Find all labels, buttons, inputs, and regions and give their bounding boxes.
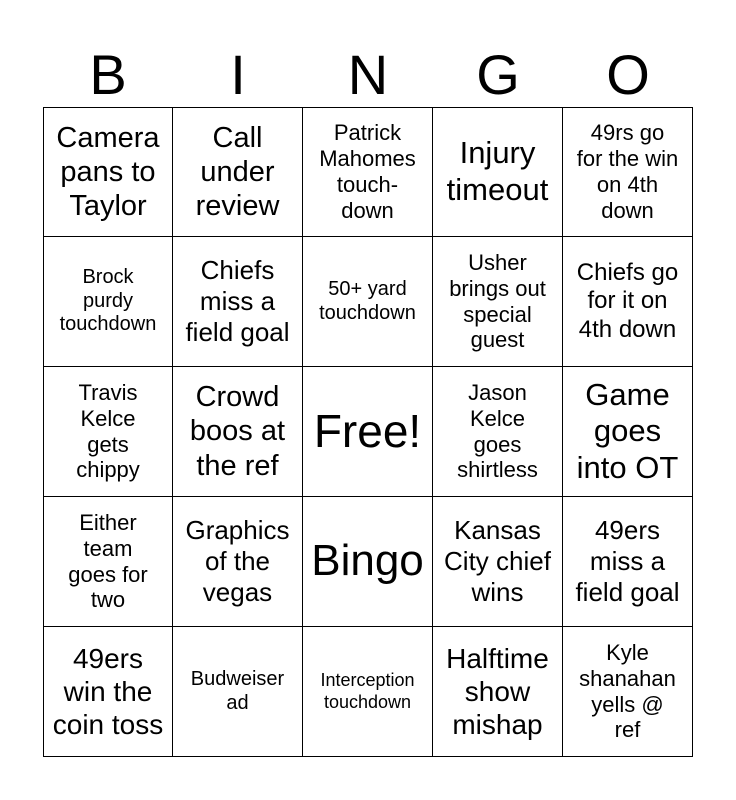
bingo-cell[interactable]: [43, 367, 173, 497]
bingo-cell-text: Graphics of the vegas: [185, 515, 290, 607]
bingo-cell[interactable]: [43, 237, 173, 367]
bingo-cell-text: Usher brings out special guest: [449, 249, 546, 353]
header-letter-g: G: [476, 43, 520, 106]
bingo-cell-text: Halftime show mishap: [446, 642, 549, 741]
bingo-cell-text: Travis Kelce gets chippy: [76, 379, 140, 483]
bingo-cell-text: Patrick Mahomes touch- down: [319, 120, 416, 223]
header-letter-i: I: [230, 43, 246, 106]
header-letter-n: N: [347, 43, 389, 106]
bingo-cell[interactable]: [303, 237, 433, 367]
bingo-cell-text: 49rs go for the win on 4th down: [576, 120, 679, 223]
bingo-cell[interactable]: [173, 627, 303, 757]
bingo-cell[interactable]: [433, 497, 563, 627]
bingo-cell-text: Interception touchdown: [320, 670, 415, 712]
bingo-cell[interactable]: [563, 107, 693, 237]
bingo-cell[interactable]: [303, 367, 433, 497]
bingo-cell[interactable]: [43, 107, 173, 237]
bingo-cell[interactable]: [303, 107, 433, 237]
bingo-cell-text: Jason Kelce goes shirtless: [457, 379, 538, 483]
header-letter-b: B: [89, 43, 127, 106]
bingo-cell[interactable]: [173, 107, 303, 237]
bingo-cell[interactable]: [303, 627, 433, 757]
bingo-cell-text: Injury timeout: [446, 135, 549, 207]
bingo-cell-text: Crowd boos at the ref: [189, 381, 286, 482]
bingo-cell[interactable]: [43, 497, 173, 627]
bingo-cell[interactable]: [433, 107, 563, 237]
bingo-cell-text: Free!: [313, 405, 422, 458]
bingo-cell[interactable]: [173, 367, 303, 497]
bingo-cell-text: 50+ yard touchdown: [319, 277, 416, 324]
bingo-cell-text: Camera pans to Taylor: [56, 121, 160, 223]
bingo-cell-text: Chiefs miss a field goal: [185, 255, 290, 347]
bingo-cell-text: Either team goes for two: [68, 509, 148, 613]
bingo-grid: [43, 107, 693, 757]
bingo-cell[interactable]: [433, 237, 563, 367]
bingo-cell[interactable]: [173, 497, 303, 627]
bingo-cell[interactable]: [433, 627, 563, 757]
bingo-cell-text: Kansas City chief wins: [444, 515, 551, 607]
bingo-header: [43, 45, 693, 105]
bingo-cell-text: Bingo: [311, 536, 424, 586]
bingo-cell[interactable]: [563, 237, 693, 367]
bingo-cell[interactable]: [433, 367, 563, 497]
bingo-cell[interactable]: [563, 367, 693, 497]
bingo-cell[interactable]: [303, 497, 433, 627]
bingo-cell[interactable]: [43, 627, 173, 757]
bingo-cell-text: 49ers miss a field goal: [575, 515, 680, 607]
bingo-cell[interactable]: [173, 237, 303, 367]
header-letter-o: O: [606, 43, 650, 106]
bingo-cell-text: Budweiser ad: [190, 667, 285, 714]
bingo-cell-text: Brock purdy touchdown: [59, 266, 157, 336]
bingo-cell-text: Game goes into OT: [576, 376, 679, 485]
bingo-cell-text: Chiefs go for it on 4th down: [576, 259, 679, 343]
bingo-cell-text: 49ers win the coin toss: [52, 642, 164, 741]
bingo-cell-text: Call under review: [195, 121, 280, 223]
bingo-cell[interactable]: [563, 497, 693, 627]
bingo-cell[interactable]: [563, 627, 693, 757]
bingo-cell-text: Kyle shanahan yells @ ref: [579, 639, 676, 743]
